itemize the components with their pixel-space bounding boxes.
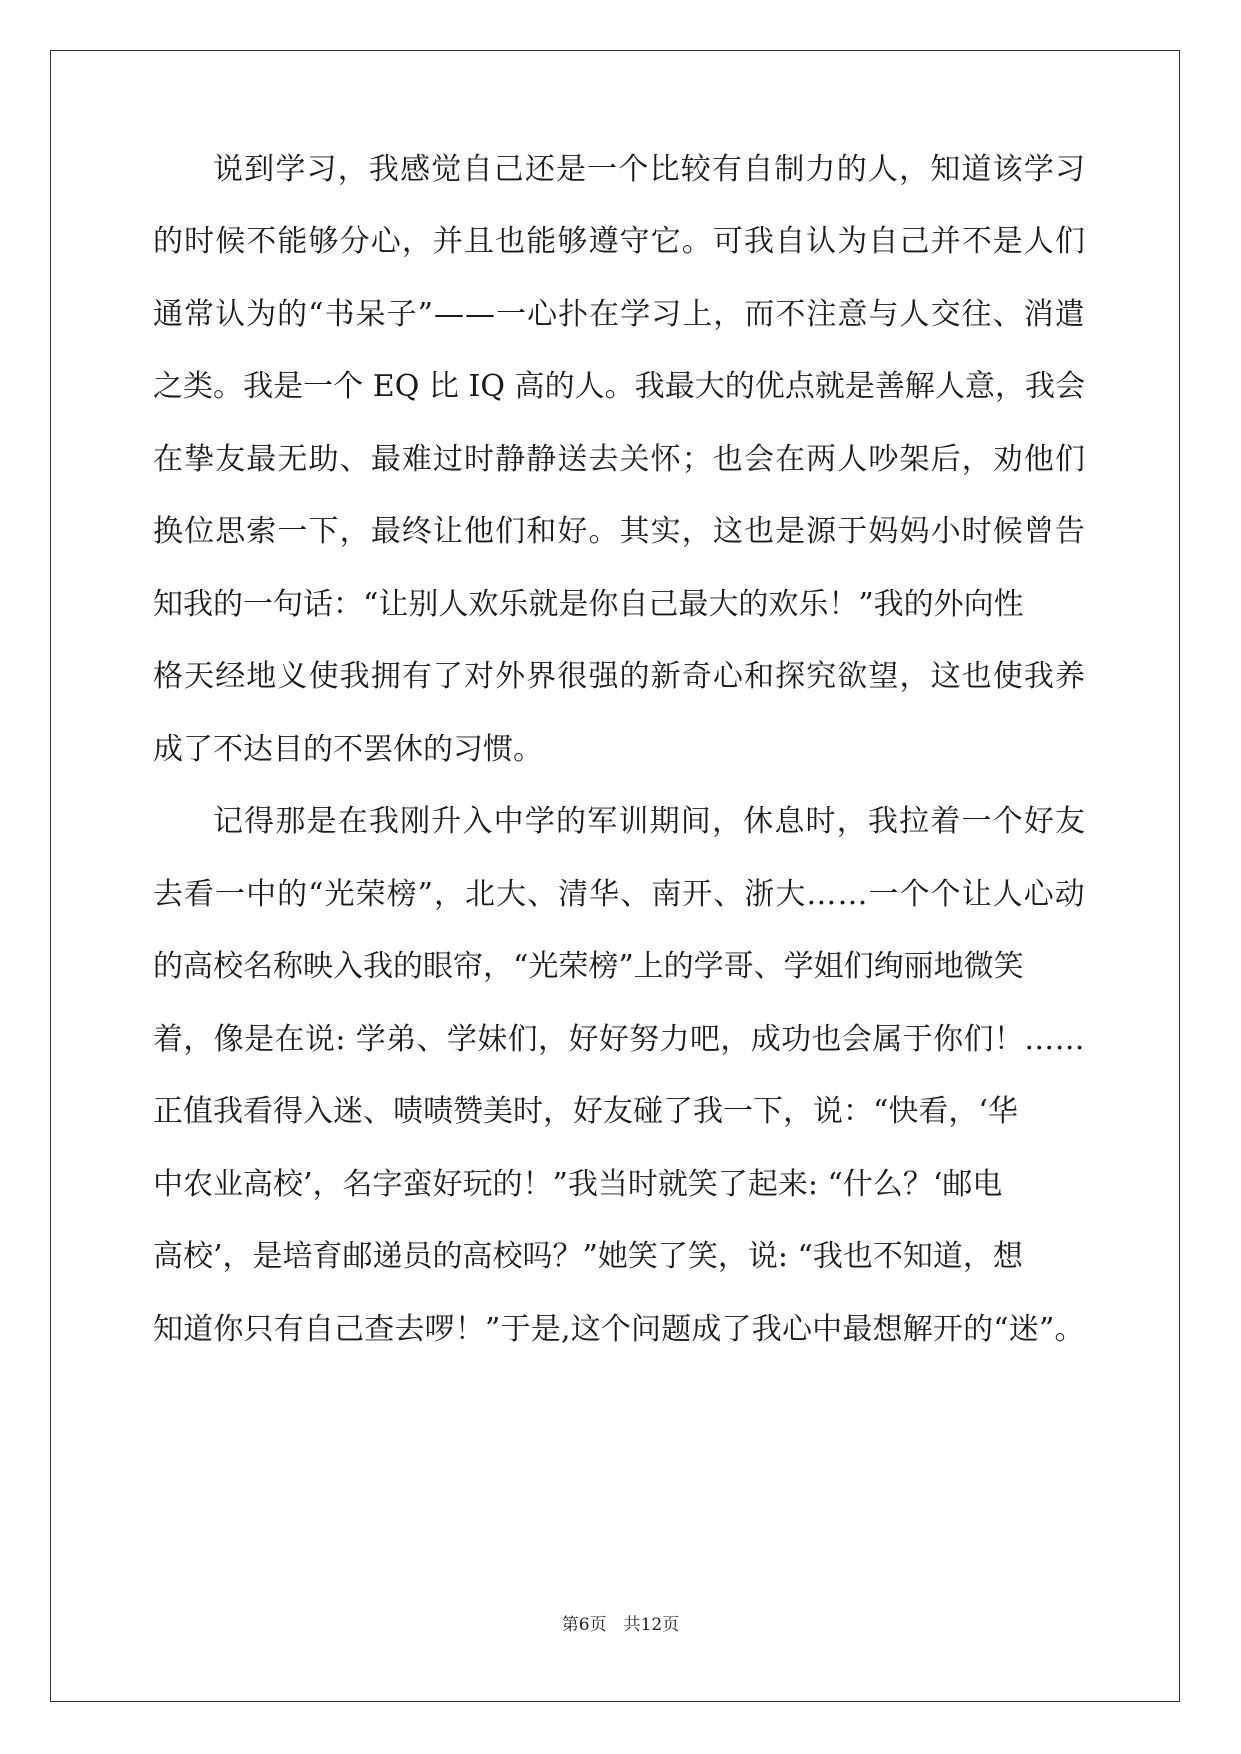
text-line: 的高校名称映入我的眼帘，“光荣榜”上的学哥、学姐们绚丽地微笑 bbox=[153, 949, 1024, 984]
text-line: 通常认为的“书呆子”——一心扑在学习上，而不注意与人交往、消遣 bbox=[153, 297, 1086, 332]
text-line: 着，像是在说: 学弟、学妹们，好好努力吧，成功也会属于你们！…… bbox=[153, 1022, 1086, 1057]
text-line: 正值我看得入迷、啧啧赞美时，好友碰了我一下，说：“快看，‘华 bbox=[153, 1094, 1018, 1129]
text-line: 中农业高校’，名字蛮好玩的！”我当时就笑了起来: “什么？‘邮电 bbox=[153, 1167, 1003, 1202]
text-line: 高校’，是培育邮递员的高校吗？”她笑了笑，说: “我也不知道，想 bbox=[153, 1239, 1023, 1274]
text-line: 记得那是在我刚升入中学的军训期间，休息时，我拉着一个好友 bbox=[213, 804, 1087, 839]
text-line: 知我的一句话：“让别人欢乐就是你自己最大的欢乐！”我的外向性 bbox=[153, 587, 1024, 622]
text-line: 说到学习，我感觉自己还是一个比较有自制力的人，知道该学习 bbox=[213, 152, 1087, 187]
text-line: 成了不达目的不罢休的习惯。 bbox=[153, 732, 543, 767]
text-line: 在挚友最无助、最难过时静静送去关怀；也会在两人吵架后，劝他们 bbox=[153, 442, 1087, 477]
text-line: 去看一中的“光荣榜”，北大、清华、南开、浙大……一个个让人心动 bbox=[153, 877, 1086, 912]
text-line: 格天经地义使我拥有了对外界很强的新奇心和探究欲望，这也使我养 bbox=[153, 659, 1087, 694]
text-line: 之类。我是一个 EQ 比 IQ 高的人。我最大的优点就是善解人意，我会 bbox=[153, 369, 1086, 404]
text-line: 的时候不能够分心，并且也能够遵守它。可我自认为自己并不是人们 bbox=[153, 224, 1087, 259]
text-line: 知道你只有自己查去啰！”于是,这个问题成了我心中最想解开的“迷”。 bbox=[153, 1312, 1085, 1347]
text-line: 换位思索一下，最终让他们和好。其实，这也是源于妈妈小时候曾告 bbox=[153, 514, 1087, 549]
page-number: 第6页 共12页 bbox=[561, 1615, 680, 1635]
